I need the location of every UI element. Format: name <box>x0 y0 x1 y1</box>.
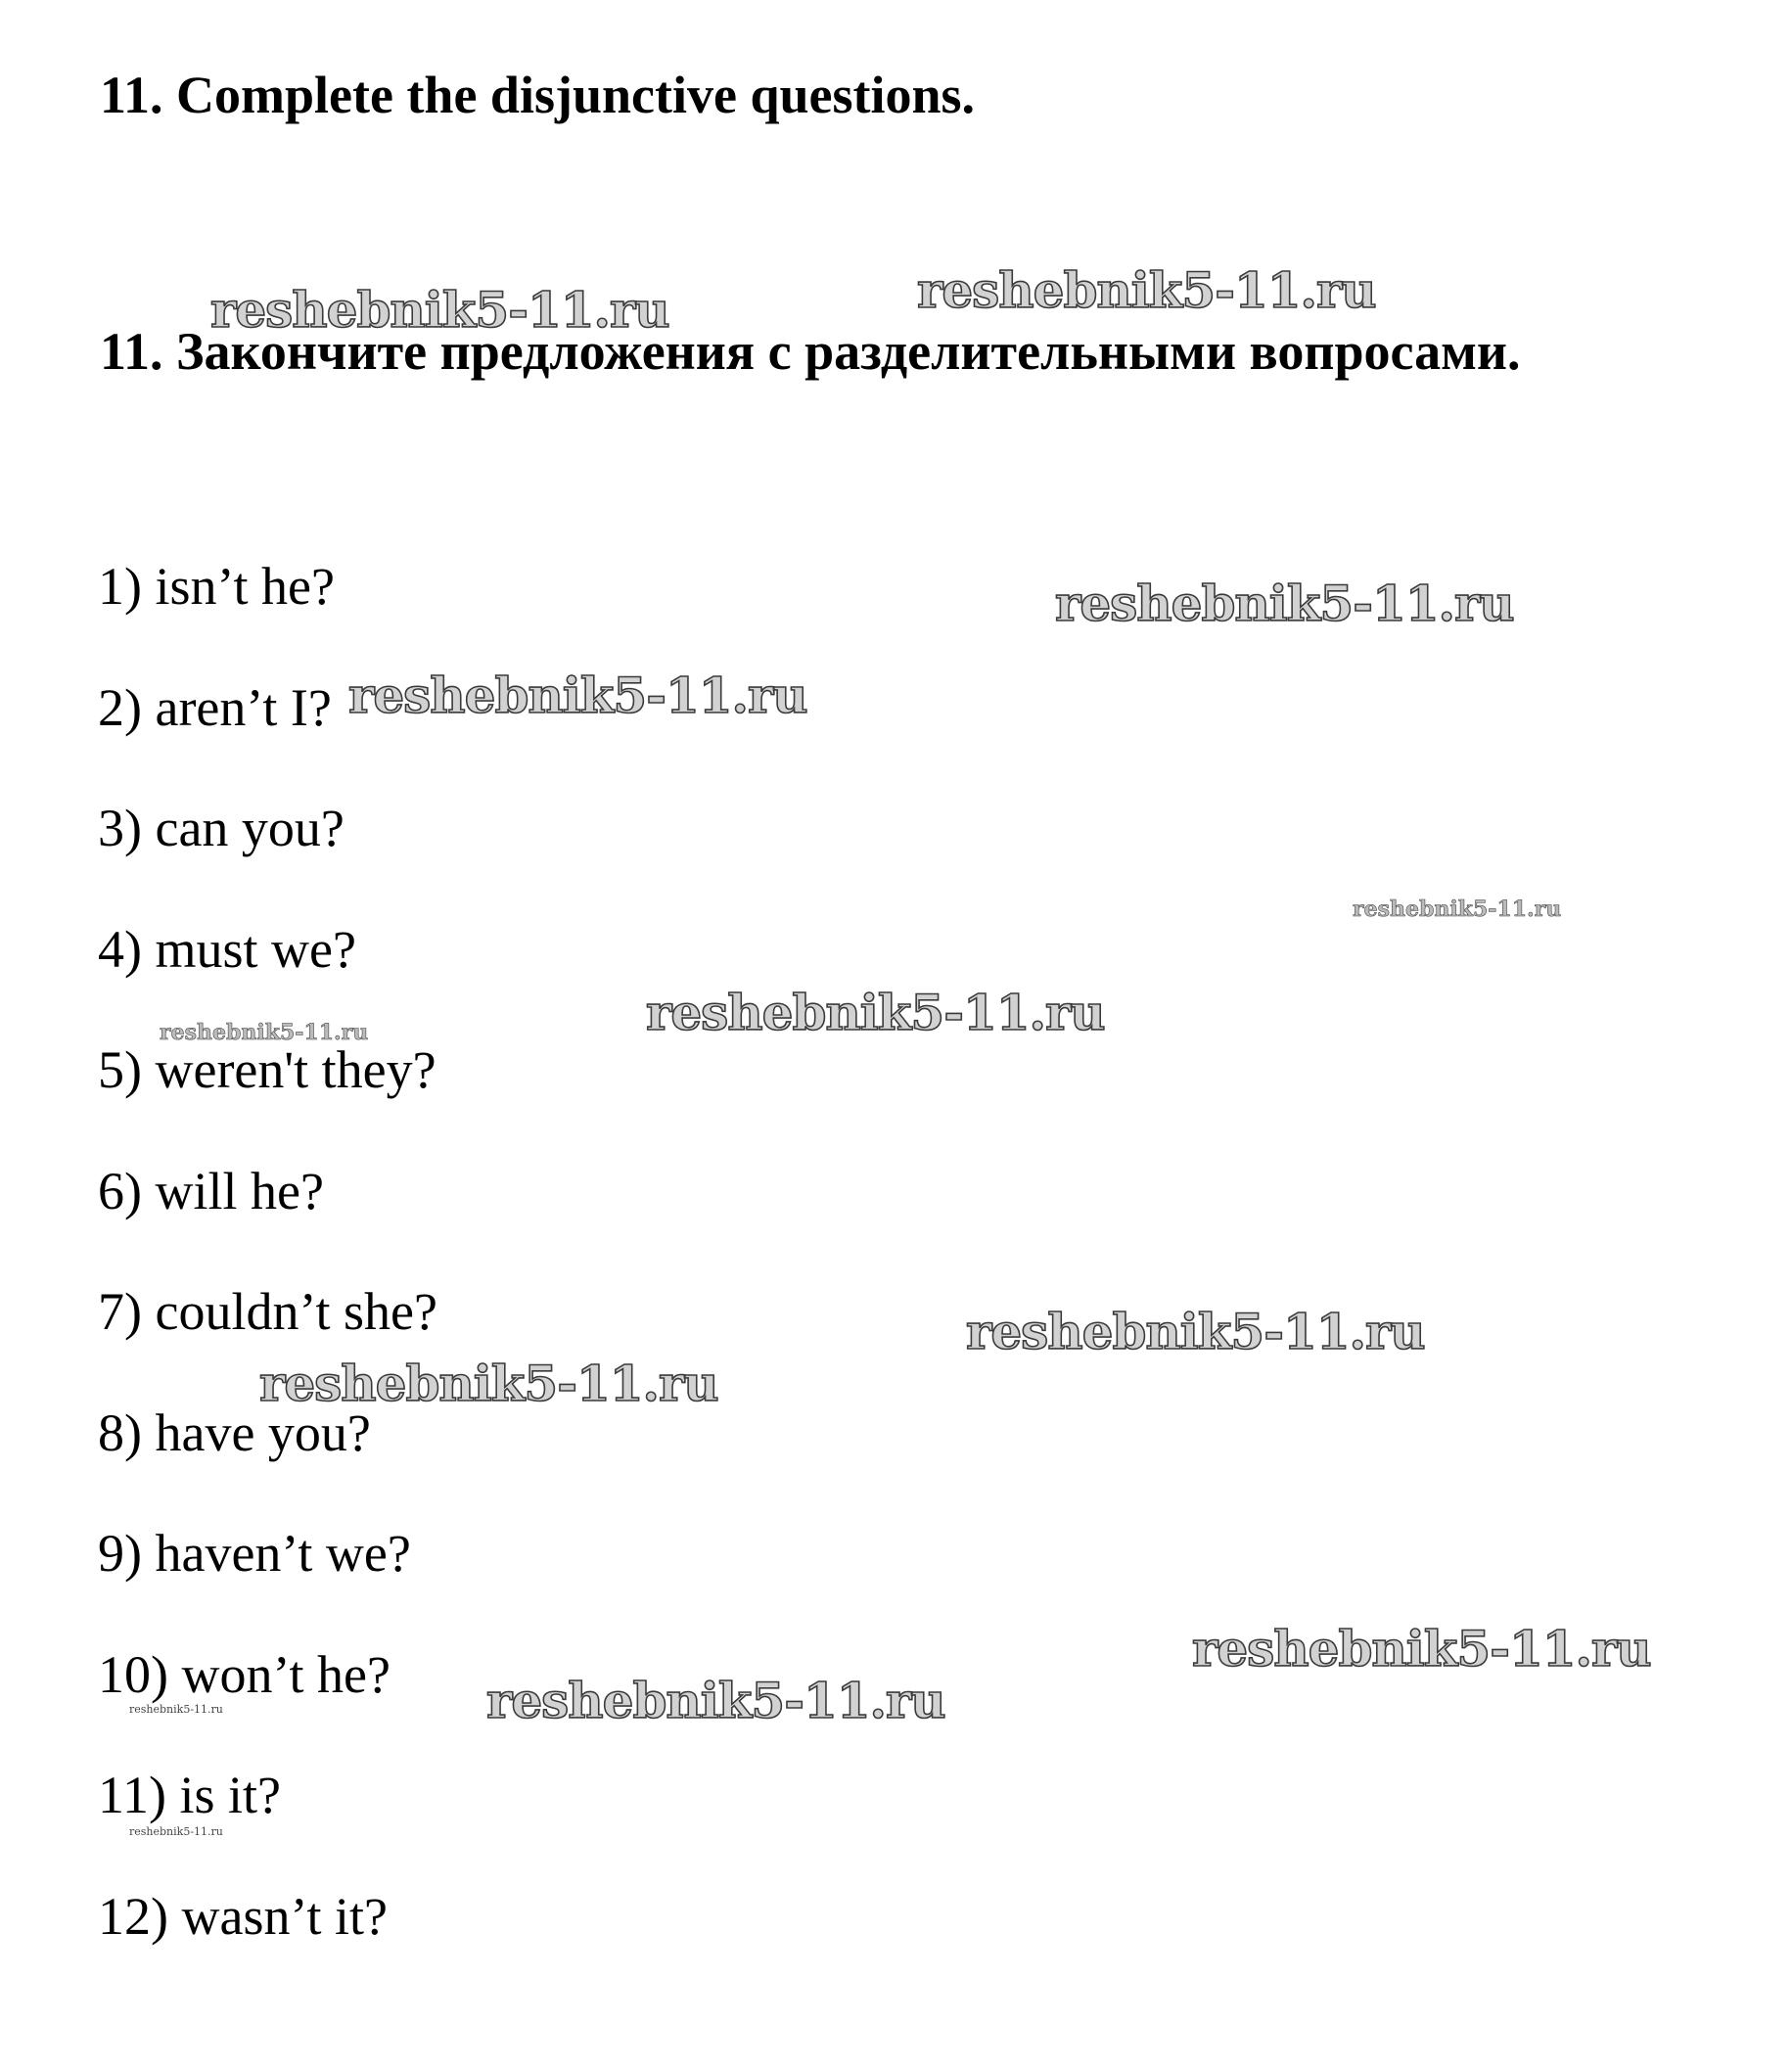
watermark: reshebnik5-11.ru <box>1055 575 1514 632</box>
answer-list <box>98 557 437 2010</box>
answer-item: 6) will he? <box>98 1161 324 1220</box>
answer-item: 4) must we? <box>98 919 356 979</box>
watermark: reshebnik5-11.ru <box>1353 897 1562 922</box>
answer-item: 12) wasn’t it? <box>98 1886 388 1946</box>
answer-item: 5) weren't they? <box>98 1040 437 1099</box>
exercise-title-russian: 11. Закончите предложения с разделительными вопросами. <box>100 322 1521 381</box>
watermark: reshebnik5-11.ru <box>1192 1620 1651 1678</box>
exercise-title-english: 11. Complete the disjunctive questions. <box>100 66 976 124</box>
watermark: reshebnik5-11.ru <box>129 1825 223 1838</box>
watermark: reshebnik5-11.ru <box>917 261 1376 319</box>
answer-item: 8) have you? <box>98 1402 371 1462</box>
answer-item: 1) isn’t he? <box>98 557 335 616</box>
answer-item: 7) couldn’t she? <box>98 1282 437 1341</box>
watermark: reshebnik5-11.ru <box>966 1303 1425 1360</box>
watermark: reshebnik5-11.ru <box>129 1703 223 1716</box>
watermark: reshebnik5-11.ru <box>160 1020 369 1045</box>
watermark: reshebnik5-11.ru <box>348 667 807 724</box>
answer-item: 2) aren’t I? <box>98 677 332 737</box>
watermark: reshebnik5-11.ru <box>259 1355 718 1412</box>
answer-item: 3) can you? <box>98 799 345 857</box>
answer-item: 10) won’t he? <box>98 1644 391 1704</box>
answer-item: 11) is it? <box>98 1766 281 1824</box>
watermark: reshebnik5-11.ru <box>210 281 669 339</box>
answer-item: 9) haven’t we? <box>98 1524 411 1583</box>
watermark: reshebnik5-11.ru <box>646 984 1105 1041</box>
watermark: reshebnik5-11.ru <box>486 1672 945 1729</box>
